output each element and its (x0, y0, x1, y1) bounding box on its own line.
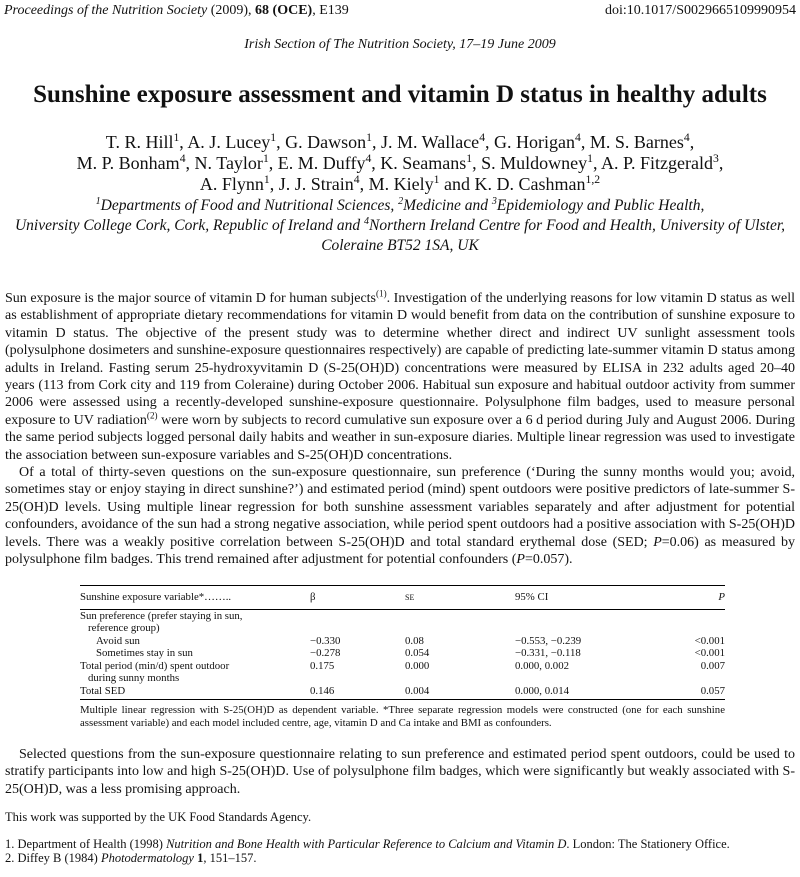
p-value-cell (655, 672, 725, 685)
doi[interactable]: doi:10.1017/S0029665109990954 (605, 3, 796, 18)
affiliation-text: Epidemiology and Public Health, University College Cork, Cork, Republic of Ireland and (14, 197, 705, 234)
citation: (2) (146, 410, 158, 421)
author-name: M. P. Bonham (76, 153, 180, 173)
separator: , (269, 174, 279, 194)
se-cell: 0.08 (405, 634, 424, 647)
page-header (0, 0, 800, 19)
table-row (80, 672, 725, 685)
se-cell: 0.004 (405, 685, 515, 700)
author-name: A. P. Fitzgerald (601, 153, 713, 173)
variable-cell: Sometimes stay in sun (96, 647, 193, 659)
affiliation-mark: 3 (713, 152, 719, 165)
separator: , (718, 153, 724, 173)
paper-title: Sunshine exposure assessment and vitamin D status in healthy adults (33, 81, 767, 108)
affiliation-mark: 1 (366, 131, 372, 144)
conference-line: Irish Section of The Nutrition Society, 17–19 June 2009 (244, 37, 556, 52)
issue: (OCE) (272, 3, 313, 18)
col-p: P (655, 585, 725, 609)
affiliation-mark: 4 (365, 152, 372, 165)
author-name: M. S. Barnes (589, 132, 684, 152)
paragraph-1 (5, 290, 795, 464)
ci-cell: −0.331, −0.118 (515, 647, 581, 659)
affiliation-number: 2 (398, 195, 404, 207)
affiliation-mark: 4 (179, 152, 186, 165)
text-segment: 1. Department of Health (1998) (5, 837, 167, 852)
text-segment: =0.06) as measured by polysulphone film badges. This trend remained after adjustment for potential confounders ( (5, 534, 795, 568)
affiliation-text: Medicine and (403, 197, 492, 214)
affiliation-text: Departments of Food and Nutritional Sciences, (100, 197, 399, 214)
affiliation-mark: 4 (683, 131, 690, 144)
se-cell (405, 609, 515, 622)
separator: , (359, 174, 369, 194)
beta-cell: −0.330 (310, 634, 341, 647)
text-segment: P (653, 534, 662, 550)
page-number: , E139 (312, 3, 349, 18)
affiliation-mark: 4 (575, 131, 581, 144)
separator: , (689, 132, 695, 152)
affiliation-mark: 1 (263, 173, 270, 186)
text-segment: 1 (197, 851, 204, 866)
table-footnote: Multiple linear regression with S-25(OH)D as dependent variable. *Three separate regression models were constructed (one for each sunshine assessment variable) and each model included centre, age, vitamin D and Ca intake and BMI as confounders. (80, 704, 725, 729)
volume: 68 (255, 3, 270, 18)
author-name: K. D. Cashman (474, 174, 586, 194)
affiliation-number: 1 (95, 195, 101, 207)
separator: , (592, 153, 601, 173)
reference-item (5, 837, 800, 851)
beta-cell (310, 672, 405, 685)
col-variable: Sunshine exposure variable*…….. (80, 585, 310, 609)
author-name: G. Dawson (285, 132, 367, 152)
affiliation-number: 3 (491, 195, 497, 207)
separator: , (185, 153, 195, 173)
author-name: T. R. Hill (105, 132, 174, 152)
separator: , (485, 132, 495, 152)
affiliation-mark: 4 (479, 131, 486, 144)
affiliation-mark: 1 (433, 173, 440, 186)
table-row (80, 635, 725, 648)
separator: , (276, 132, 286, 152)
se-cell (405, 622, 515, 635)
se-cell: 0.054 (405, 647, 430, 659)
ci-cell (515, 622, 655, 635)
beta-cell (310, 622, 405, 635)
separator: , (472, 153, 482, 173)
author-name: S. Muldowney (481, 153, 588, 173)
author-name: J. M. Wallace (380, 132, 480, 152)
author-name: A. J. Lucey (187, 132, 271, 152)
variable-cell: Avoid sun (96, 634, 140, 647)
text-segment: =0.057). (524, 552, 573, 568)
affiliation-mark: 1 (466, 152, 473, 165)
text-segment: 2. Diffey B (1984) (5, 851, 101, 866)
p-value-cell (655, 622, 725, 635)
table-row (80, 647, 725, 660)
beta-cell (310, 609, 405, 622)
variable-cell: Total period (min/d) spent outdoor (80, 659, 230, 672)
col-beta: β (310, 585, 405, 609)
beta-cell: −0.278 (310, 647, 341, 659)
ci-cell (515, 609, 655, 622)
table-row (80, 685, 725, 700)
table-row (80, 660, 725, 673)
separator: , (179, 132, 188, 152)
affiliation-mark: 1,2 (585, 173, 601, 186)
se-cell (405, 672, 515, 685)
text-segment: , 151–157. (203, 851, 257, 866)
table-row (80, 609, 725, 622)
text-segment: Nutrition and Bone Health with Particular Reference to Calcium and Vitamin D (166, 837, 567, 852)
author-name: A. Flynn (199, 174, 264, 194)
se-cell: 0.000 (405, 659, 430, 672)
ci-cell: 0.000, 0.002 (515, 659, 569, 672)
separator: and (439, 174, 475, 194)
separator: , (371, 153, 381, 173)
variable-cell: reference group) (88, 622, 160, 634)
col-ci: 95% CI (515, 585, 655, 609)
separator: , (268, 153, 278, 173)
journal-header (4, 2, 349, 19)
text-segment: Of a total of thirty-seven questions on the sun-exposure questionnaire, sun preference (‘During the sunny months would you; avoid, sometimes stay or enjoy staying in direct sunshine?’) and estimated period (mind) spent outdoors were positive predictors of late-summer S-25(OH)D levels. Using multiple linear regression for both sunshine assessment variables separately and after adjustment for potential confounders, avoidance of the sun had a strong negative association, while period spent outdoors had a positive association with S-25(OH)D levels. There was a weakly positive correlation between S-25(OH)D and total standard erythemal dose (SED; (5, 465, 795, 550)
p-value-cell: 0.007 (700, 659, 725, 672)
affiliation-mark: 4 (353, 173, 360, 186)
author-name: M. Kiely (368, 174, 434, 194)
affiliation-mark: 1 (262, 152, 269, 165)
p-value-cell: 0.057 (655, 685, 725, 700)
author-name: G. Horigan (494, 132, 576, 152)
text-segment: Sun exposure is the major source of vitamin D for human subjects (5, 291, 376, 306)
journal-name: Proceedings of the Nutrition Society (4, 3, 208, 18)
beta-cell: 0.175 (310, 659, 335, 672)
author-name: J. J. Strain (278, 174, 354, 194)
affiliation-number: 4 (363, 215, 369, 227)
text-segment: . Investigation of the underlying reasons for low vitamin D status as well as establishment of appropriate dietary recommendations for vitamin D would benefit from data on the contribution of sunshine exposure to vitamin D status. The objective of the present study was to determine whether direct and indirect UV sunlight assessment tools (polysulphone dosimeters and sunshine-exposure questionnaires respectively) are capable of predicting late-summer vitamin D status among adults in Ireland. Fasting serum 25-hydroxyvitamin D (S-25(OH)D) concentrations were measured by ELISA in 232 adults aged 20–40 years (113 from Cork city and 119 from Coleraine) during October 2006. Habitual sun exposure and habitual outdoor activity from summer 2006 were assessed using a recently-developed sunshine-exposure questionnaire. Polysulphone film badges, used to measure personal exposure to UV radiation (5, 291, 795, 428)
author-name: E. M. Duffy (277, 153, 366, 173)
separator: , (580, 132, 590, 152)
affiliation-text: Northern Ireland Centre for Food and Health, University of Ulster, Coleraine BT52 1SA, UK (321, 217, 786, 254)
ci-cell (515, 672, 655, 685)
col-se: se (405, 585, 515, 609)
separator: , (371, 132, 381, 152)
text-segment: . London: The Stationery Office. (566, 837, 730, 852)
results-table (80, 585, 725, 731)
affiliation-mark: 1 (270, 131, 277, 144)
text-segment: were worn by subjects to record cumulative sun exposure over a 6 d period during July and August 2006. During the same period subjects logged personal daily habits and weather in sun-exposure diaries. Multiple linear regression was used to investigate the association between sun-exposure variables and S-25(OH)D concentrations. (5, 412, 795, 463)
ci-cell: 0.000, 0.014 (515, 685, 655, 700)
table-header-row (80, 585, 725, 609)
author-name: N. Taylor (194, 153, 263, 173)
text-segment: P (516, 552, 525, 568)
table-row (80, 622, 725, 635)
author-name: K. Seamans (380, 153, 467, 173)
p-value-cell (655, 609, 725, 622)
year: (2009), (210, 3, 252, 18)
reference-item (5, 851, 800, 865)
reference-list (5, 837, 800, 865)
paragraph-2 (5, 464, 795, 568)
affiliations (0, 196, 800, 256)
author-list (0, 132, 800, 195)
variable-cell: Total SED (80, 685, 310, 700)
text-segment: Photodermatology (100, 851, 194, 866)
p-value-cell: <0.001 (694, 647, 725, 659)
funding-statement: This work was supported by the UK Food Standards Agency. (5, 810, 312, 825)
text-segment: Selected questions from the sun-exposure questionnaire relating to sun preference and estimated period spent outdoors, could be used to stratify participants into low and high S-25(OH)D. Use of polysulphone film badges, which were significantly but weakly associated with S-25(OH)D, was a less promising approach. (5, 747, 795, 797)
affiliation-mark: 1 (587, 152, 593, 165)
p-value-cell: <0.001 (694, 634, 725, 647)
ci-cell: −0.553, −0.239 (515, 634, 582, 647)
paragraph-3 (5, 746, 795, 798)
variable-cell: Sun preference (prefer staying in sun, (80, 609, 243, 622)
citation: (1) (376, 288, 387, 299)
affiliation-mark: 1 (173, 131, 180, 144)
beta-cell: 0.146 (310, 685, 405, 700)
variable-cell: during sunny months (88, 672, 180, 684)
